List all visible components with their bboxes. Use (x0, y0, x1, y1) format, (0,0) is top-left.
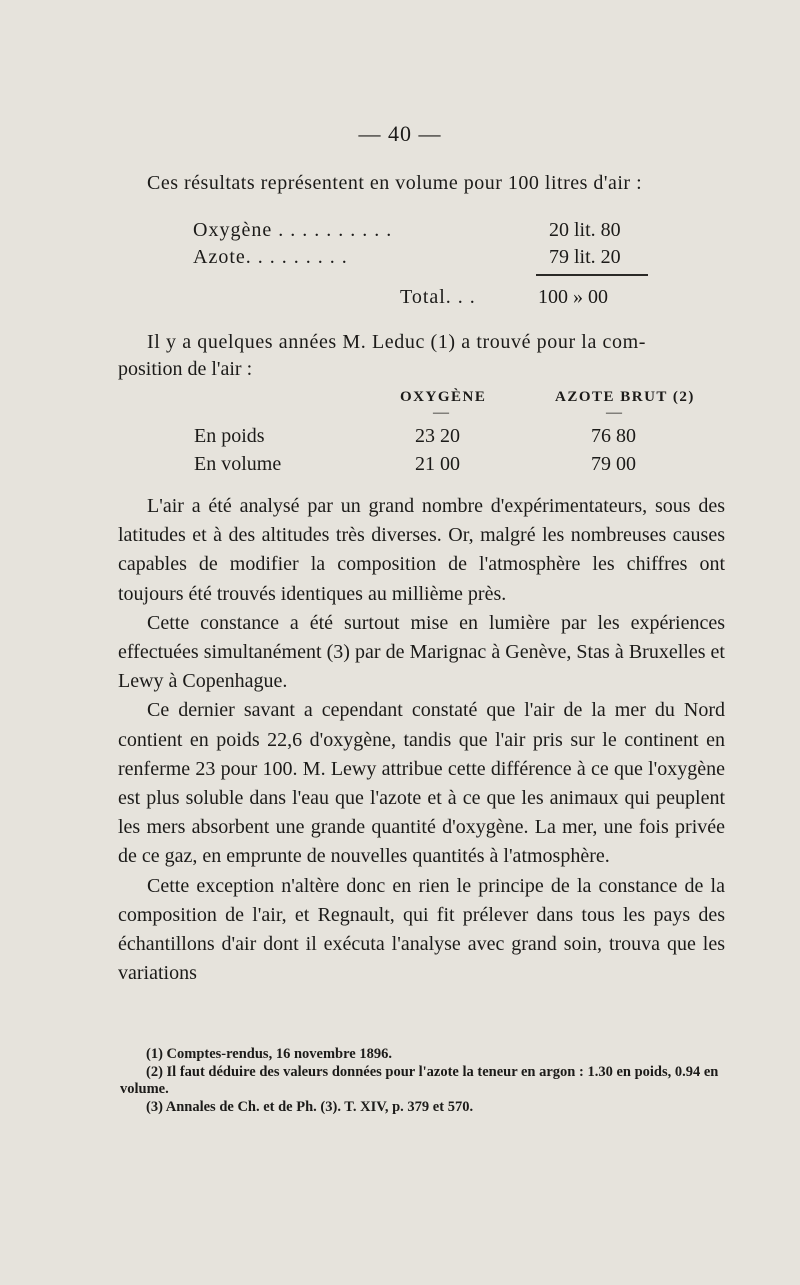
leduc-line-2: position de l'air : (118, 358, 253, 380)
table2-oxygene-value: 23 20 (415, 425, 460, 447)
table1-label: Oxygène . . . . . . . . . . (193, 219, 393, 241)
table2-azote-value: 79 00 (591, 453, 636, 475)
table1-total-value: 100 » 00 (538, 286, 608, 308)
intro-line: Ces résultats représentent en volume pour 100 litres d'air : (147, 172, 643, 194)
table2-row-label: En volume (194, 453, 282, 475)
table1-value: 79 lit. 20 (549, 246, 621, 268)
body-text (118, 492, 725, 988)
table1-total-label: Total. . . (400, 286, 476, 308)
footnotes (120, 1046, 730, 1116)
table2-oxygene-value: 21 00 (415, 453, 460, 475)
footnote: (2) Il faut déduire des valeurs données pour l'azote la teneur en argon : 1.30 en poids, 0.94 en volume. (120, 1063, 719, 1097)
paragraph: Ce dernier savant a cependant constaté que l'air de la mer du Nord contient en poids 22,6 d'oxygène, tandis que l'air pris sur le continent en renferme 23 pour 100. M. Lewy attribue cette différence à ce que l'oxygène est plus soluble dans l'eau que l'azote et à ce que les animaux qui peuplent les mers absorbent une grande quantité d'oxygène. La mer, une fois privée de ce gaz, en emprunte de nouvelles quantités à l'atmosphère. (118, 699, 725, 868)
table2-dash-azote: — (606, 404, 622, 421)
paragraph: Cette constance a été surtout mise en lumière par les expériences effectuées simultanément (3) par de Marignac à Genève, Stas à Bruxelles et Lewy à Copenhague. (118, 611, 725, 693)
footnote: (3) Annales de Ch. et de Ph. (3). T. XIV, p. 379 et 570. (146, 1098, 474, 1115)
page-number: — 40 — (358, 121, 442, 146)
footnote: (1) Comptes-rendus, 16 novembre 1896. (146, 1046, 392, 1062)
table1-sum-rule (536, 274, 648, 276)
table2-header-azote: AZOTE BRUT (2) (555, 389, 695, 405)
table2-header-oxygene: OXYGÈNE (400, 389, 487, 405)
table1-value: 20 lit. 80 (549, 219, 621, 241)
paragraph: Cette exception n'altère donc en rien le principe de la constance de la composition de l'air, et Regnault, qui fit prélever dans tous les pays des échantillons d'air dont il exécuta l'analyse avec grand soin, trouva que les variations (118, 874, 725, 985)
table2-row-label: En poids (194, 425, 265, 447)
table1-label: Azote. . . . . . . . . (193, 246, 348, 268)
table2-azote-value: 76 80 (591, 425, 636, 447)
leduc-line-1: Il y a quelques années M. Leduc (1) a trouvé pour la com- (147, 331, 647, 353)
paragraph: L'air a été analysé par un grand nombre d'expérimentateurs, sous des latitudes et à des altitudes très diverses. Or, malgré les nombreuses causes capables de modifier la composition de l'atmosphère les chiffres ont toujours été trouvés identiques au millième près. (118, 495, 725, 605)
table2-dash-oxygene: — (433, 404, 449, 421)
